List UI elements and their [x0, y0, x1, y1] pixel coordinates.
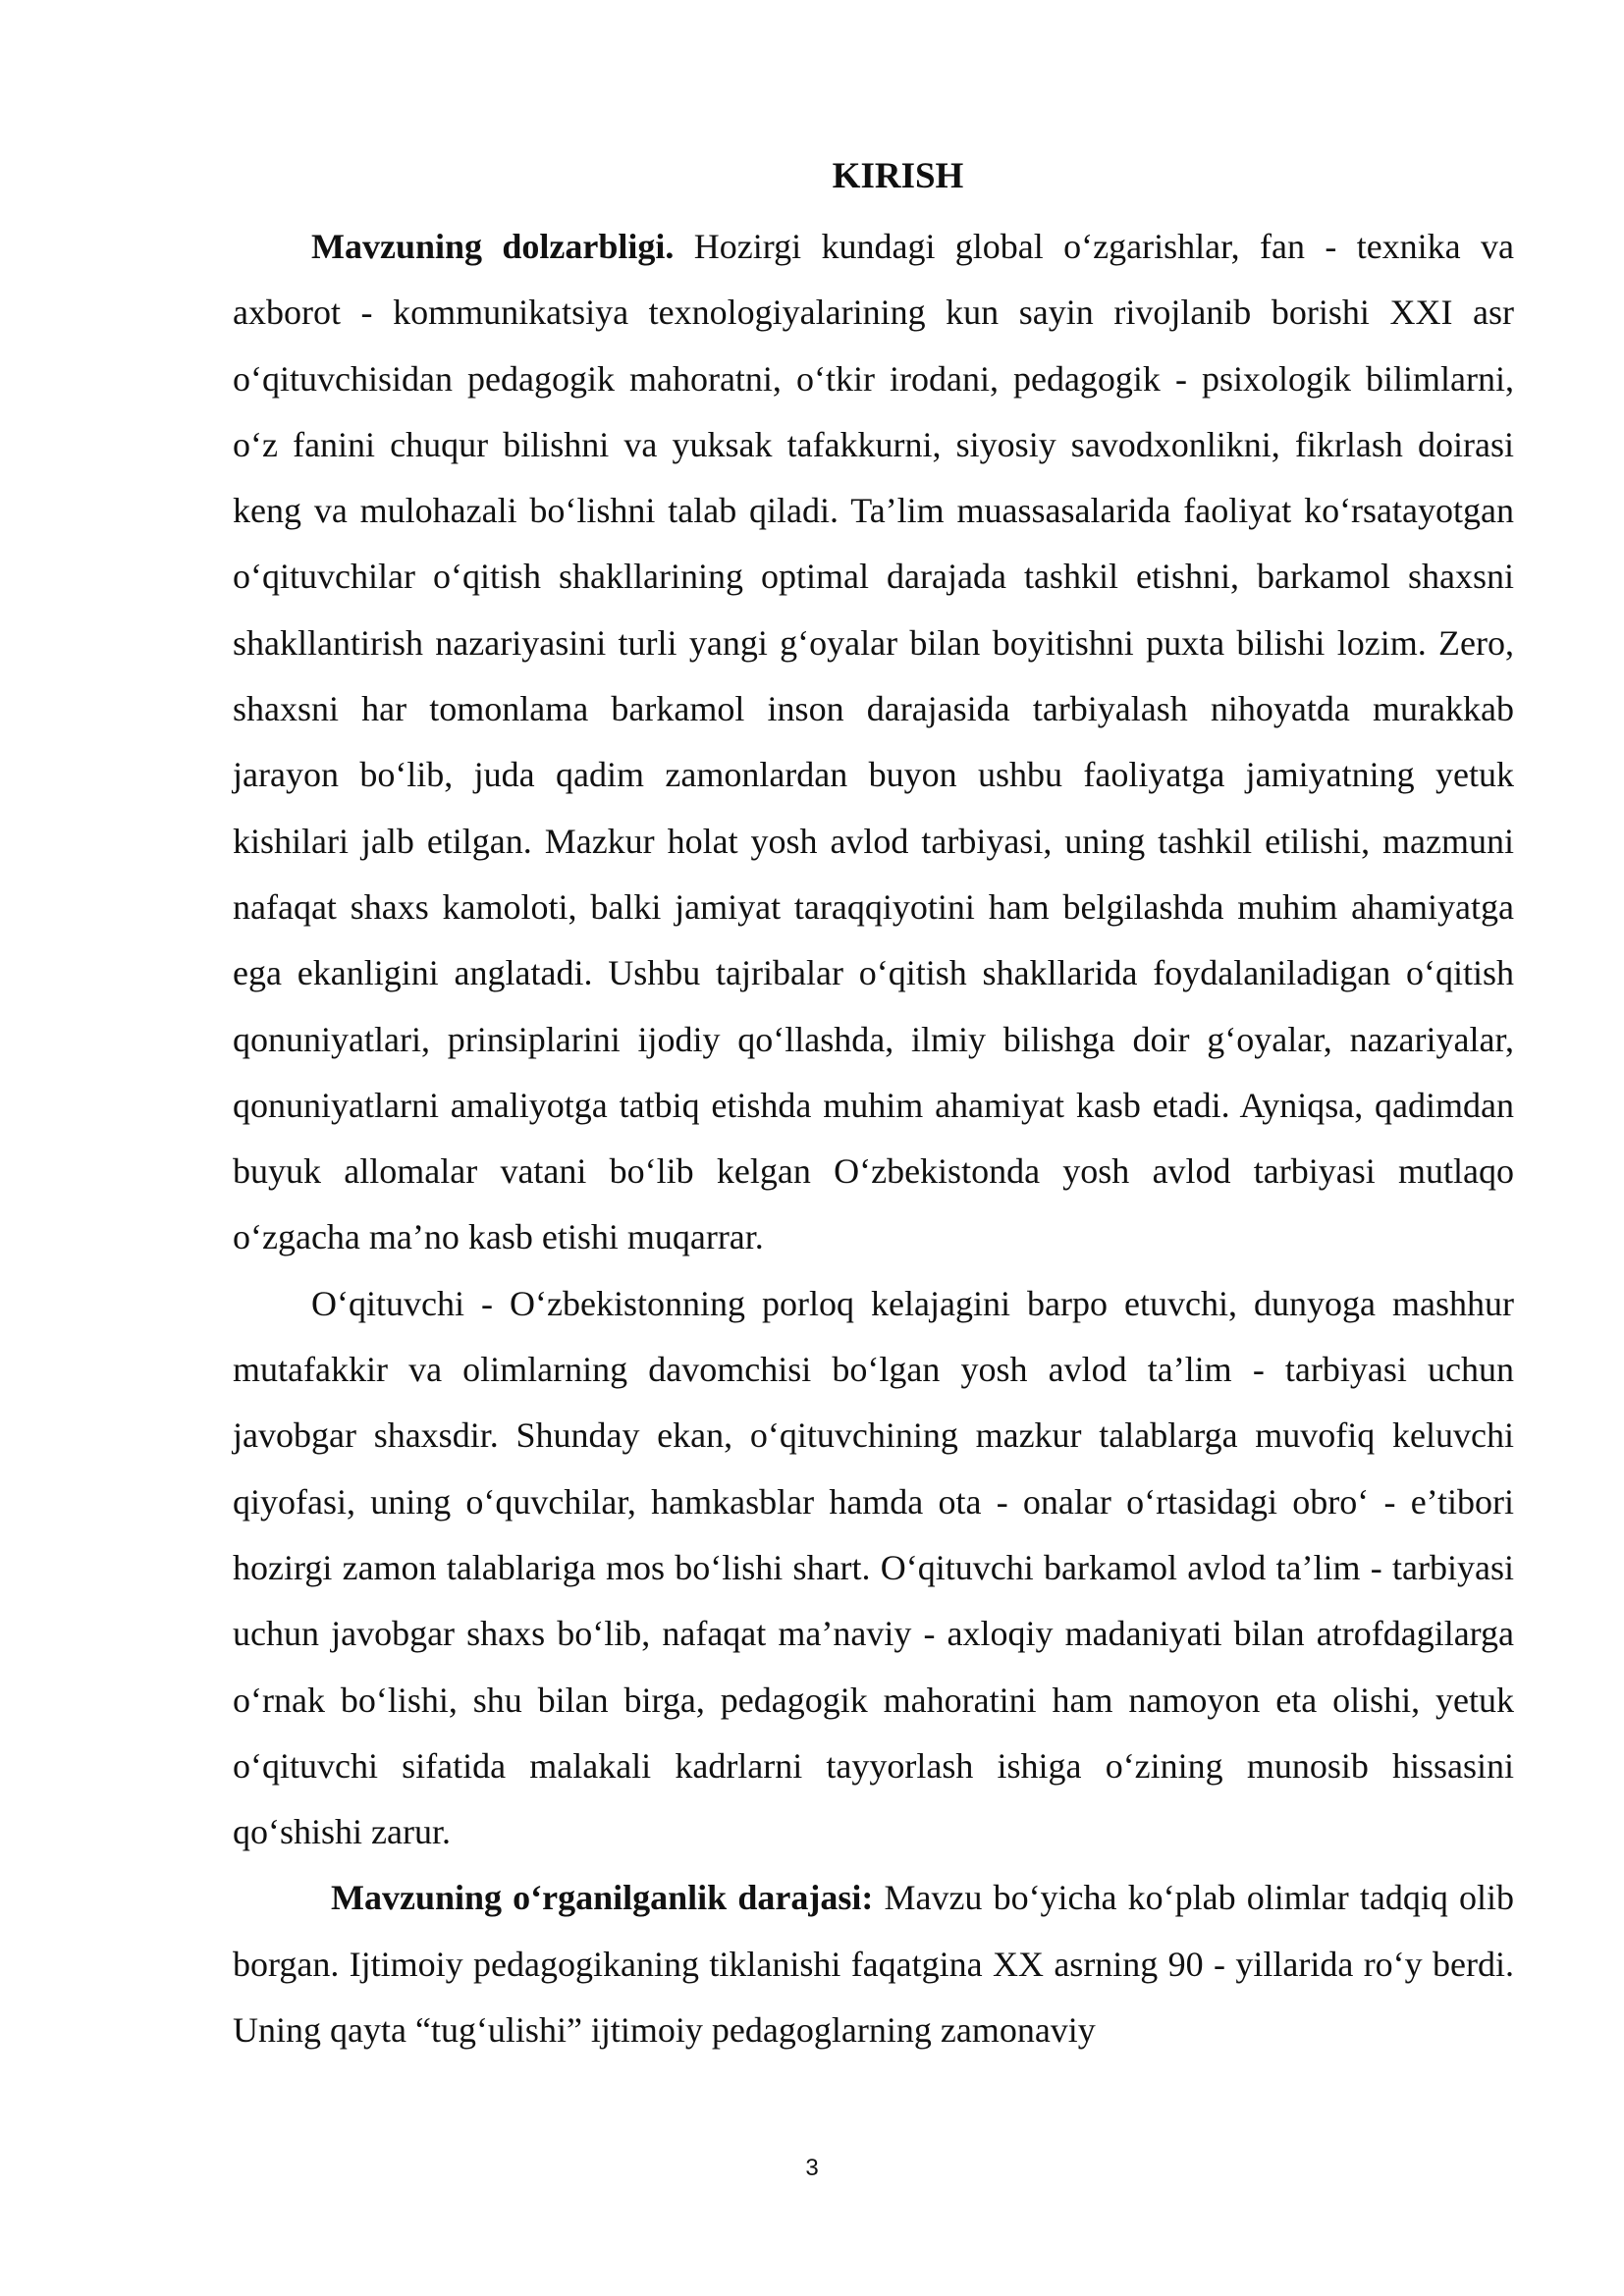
page-number: 3: [805, 2155, 819, 2181]
document-page: [233, 147, 1514, 2063]
paragraph-study-level: [233, 1865, 1514, 2063]
paragraph-text: Mavzu bo‘yicha ko‘plab olimlar tadqiq olib borgan. Ijtimoiy pedagogikaning tiklanishi faqatgina XX asrning 90 - yillarida ro‘y berdi. Uning qayta “tug‘ulishi” ijtimoiy pedagoglarning zamonaviy: [233, 1878, 1514, 2051]
paragraph-text: Hozirgi kundagi global o‘zgarishlar, fan - texnika va axborot - kommunikatsiya texnologiyalarining kun sayin rivojlanib borishi XXI asr o‘qituvchisidan pedagogik mahoratni, o‘tkir irodani, pedagogik - psixologik bilimlarni, o‘z fanini chuqur bilishni va yuksak tafakkurni, siyosiy savodxonlikni, fikrlash doirasi keng va mulohazali bo‘lishni talab qiladi. Ta’lim muassasalarida faoliyat ko‘rsatayotgan o‘qituvchilar o‘qitish shakllarining optimal darajada tashkil etishni, barkamol shaxsni shakllantirish nazariyasini turli yangi g‘oyalar bilan boyitishni puxta bilishi lozim. Zero, shaxsni har tomonlama barkamol inson darajasida tarbiyalash nihoyatda murakkab jarayon bo‘lib, juda qadim zamonlardan buyon ushbu faoliyatga jamiyatning yetuk kishilari jalb etilgan. Mazkur holat yosh avlod tarbiyasi, uning tashkil etilishi, mazmuni nafaqat shaxs kamoloti, balki jamiyat taraqqiyotini ham belgilashda muhim ahamiyatga ega ekanligini anglatadi. Ushbu tajribalar o‘qitish shakllarida foydalaniladigan o‘qitish qonuniyatlari, prinsiplarini ijodiy qo‘llashda, ilmiy bilishga doir g‘oyalar, nazariyalar, qonuniyatlarni amaliyotga tatbiq etishda muhim ahamiyat kasb etadi. Ayniqsa, qadimdan buyuk allomalar vatani bo‘lib kelgan O‘zbekistonda yosh avlod tarbiyasi mutlaqo o‘zgacha ma’no kasb etishi muqarrar.: [233, 227, 1514, 1257]
paragraph-text: O‘qituvchi - O‘zbekistonning porloq kelajagini barpo etuvchi, dunyoga mashhur mutafakkir va olimlarning davomchisi bo‘lgan yosh avlod ta’lim - tarbiyasi uchun javobgar shaxsdir. Shunday ekan, o‘qituvchining mazkur talablarga muvofiq keluvchi qiyofasi, uning o‘quvchilar, hamkasblar hamda ota - onalar o‘rtasidagi obro‘ - e’tibori hozirgi zamon talablariga mos bo‘lishi shart. O‘qituvchi barkamol avlod ta’lim - tarbiyasi uchun javobgar shaxs bo‘lib, nafaqat ma’naviy - axloqiy madaniyati bilan atrofdagilarga o‘rnak bo‘lishi, shu bilan birga, pedagogik mahoratini ham namoyon eta olishi, yetuk o‘qituvchi sifatida malakali kadrlarni tayyorlash ishiga o‘zining munosib hissasini qo‘shishi zarur.: [233, 1283, 1514, 1852]
paragraph-lead: Mavzuning dolzarbligi.: [311, 227, 675, 266]
paragraph-lead: Mavzuning o‘rganilganlik darajasi:: [331, 1878, 874, 1918]
page-title: KIRISH: [832, 156, 964, 196]
paragraph-relevance: [233, 214, 1514, 1271]
paragraph-teacher: [233, 1271, 1514, 1866]
